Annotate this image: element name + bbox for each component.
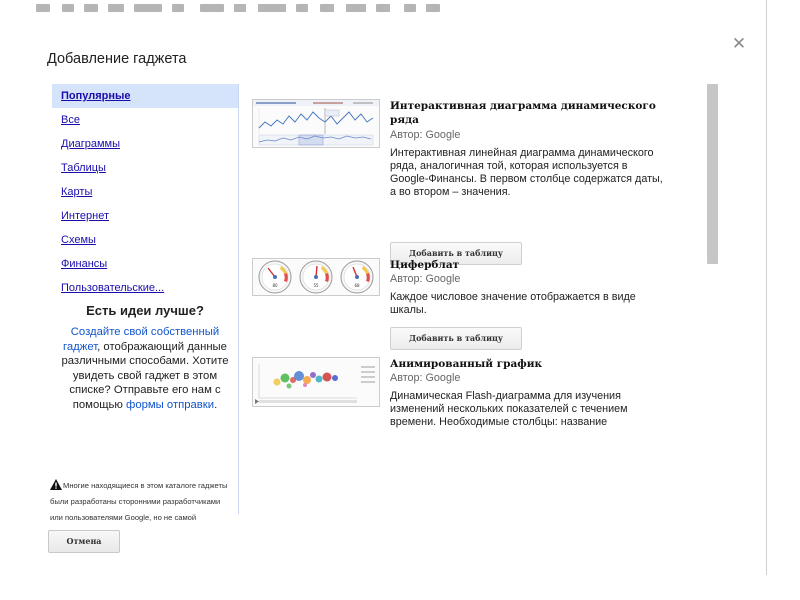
gadget-list: [252, 84, 710, 454]
gadget-description: Динамическая Flash-диаграмма для изучения изменений нескольких показателей с течением времени. Необходимые столбцы: название: [390, 390, 628, 428]
category-internet[interactable]: [52, 204, 238, 228]
category-charts[interactable]: [52, 132, 238, 156]
scrollbar-thumb[interactable]: [707, 84, 718, 264]
category-label[interactable]: Схемы: [61, 234, 96, 246]
category-label[interactable]: Интернет: [61, 210, 109, 222]
category-label[interactable]: Пользовательские...: [61, 282, 165, 294]
create-gadget-link[interactable]: Создайте свой собственный гаджет: [63, 326, 220, 353]
category-tables[interactable]: [52, 156, 238, 180]
category-label[interactable]: Все: [61, 114, 80, 126]
category-diagrams[interactable]: [52, 228, 238, 252]
gadget-author: Автор: Google: [390, 129, 461, 141]
category-list: [52, 84, 238, 300]
gadget-author: Автор: Google: [390, 372, 461, 384]
gauge-label: 68: [354, 283, 360, 288]
ideas-body: , отображающий данные различными способами. Хотите увидеть свой гаджет в этом списке? Отправьте его нам с помощью: [61, 340, 229, 411]
add-to-sheet-button[interactable]: Добавить в таблицу: [390, 242, 522, 265]
category-label[interactable]: Диаграммы: [61, 138, 120, 150]
gadget-title: Циферблат: [390, 259, 460, 271]
gauge-label: 80: [272, 283, 278, 288]
gadget-author: Автор: Google: [390, 273, 461, 285]
gauge-thumbnail[interactable]: [252, 258, 380, 296]
category-label[interactable]: Популярные: [61, 90, 131, 102]
warning-text: Многие находящиеся в этом каталоге гаджеты были разработаны сторонними разработчиками или пользователями Google, но не самой: [50, 481, 228, 522]
category-label[interactable]: Карты: [61, 186, 93, 198]
category-all[interactable]: [52, 108, 238, 132]
gadget-title: Интерактивная диаграмма динамического ряда: [390, 100, 656, 126]
cancel-button[interactable]: Отмена: [48, 530, 120, 553]
dialog-title: Добавление гаджета: [47, 51, 187, 67]
gadget-title: Анимированный график: [390, 358, 543, 370]
gadget-item: [252, 357, 682, 454]
background-toolbar: [0, 0, 800, 16]
submission-form-link[interactable]: формы отправки: [126, 398, 215, 411]
category-label[interactable]: Таблицы: [61, 162, 106, 174]
category-custom[interactable]: [52, 276, 238, 300]
gauge-image: [253, 259, 379, 295]
warning-icon: [50, 479, 62, 490]
category-maps[interactable]: [52, 180, 238, 204]
gadget-item: [252, 99, 682, 269]
category-popular[interactable]: [52, 84, 238, 108]
gadget-description: Интерактивная линейная диаграмма динамического ряда, аналогичная той, которая используется в Google-Финансы. В первом столбце содержатся даты, а во втором – значения.: [390, 147, 663, 198]
ideas-text: [56, 325, 234, 412]
category-finance[interactable]: [52, 252, 238, 276]
close-icon[interactable]: ✕: [731, 34, 747, 53]
add-to-sheet-button[interactable]: Добавить в таблицу: [390, 327, 522, 350]
motion-chart-thumbnail[interactable]: [252, 357, 380, 407]
timeline-chart-image: [253, 100, 379, 147]
gadget-item: [252, 258, 682, 350]
timeline-chart-thumbnail[interactable]: [252, 99, 380, 148]
dialog-right-edge: [766, 0, 767, 575]
ideas-end: .: [214, 398, 218, 411]
category-label[interactable]: Финансы: [61, 258, 108, 270]
gauge-label: 55: [313, 283, 319, 288]
motion-chart-image: [253, 358, 379, 406]
category-sidebar: [52, 84, 239, 514]
gadget-description: Каждое числовое значение отображается в виде шкалы.: [390, 291, 636, 316]
ideas-heading: Есть идеи лучше?: [86, 303, 204, 318]
